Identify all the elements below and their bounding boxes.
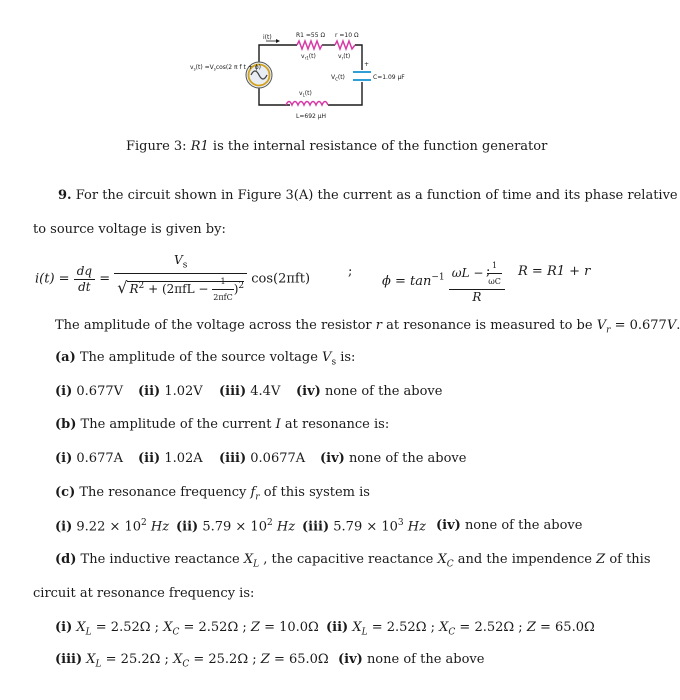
vl-label: $v_L(t)$: [299, 90, 312, 98]
part-d-option-i[interactable]: (i) $X_L = 2.52\Omega$ ; $X_C = 2.52\Omega$ ; Z = 10.0Ω: [55, 620, 319, 638]
part-c-option-i[interactable]: (i) $9.22 \times 10^2$ Hz: [55, 518, 170, 535]
question-intro-cont: to source voltage is given by:: [33, 222, 226, 237]
part-b-option-i[interactable]: (i) 0.677A: [55, 451, 123, 466]
part-d-option-ii[interactable]: (ii) $X_L = 2.52\Omega$ ; $X_C = 2.52\Omega$ ; Z = 65.0Ω: [326, 620, 595, 638]
part-c-option-ii[interactable]: (ii) $5.79 \times 10^2$ Hz: [176, 518, 296, 535]
part-d-option-iv[interactable]: (iv) none of the above: [338, 652, 485, 667]
figure-caption: Figure 3: R1 is the internal resistance of the function generator: [126, 139, 548, 154]
capacitance-label: C=1.09 μF: [373, 74, 405, 81]
inductor: [286, 102, 328, 106]
vr-label: $v_r(t)$: [338, 53, 351, 61]
part-a-option-i[interactable]: (i) 0.677V: [55, 384, 123, 399]
vc-label: $V_c(t)$: [331, 74, 345, 83]
part-a-option-iii[interactable]: (iii) 4.4V: [219, 384, 281, 399]
r1-label: R1 =55 Ω: [296, 32, 326, 39]
part-b-question: (b) The amplitude of the current I at resonance is:: [55, 417, 390, 432]
r1-resistor: [297, 41, 322, 49]
question-number: 9.: [58, 188, 72, 203]
part-a-option-ii[interactable]: (ii) 1.02V: [138, 384, 203, 399]
part-b-option-ii[interactable]: (ii) 1.02A: [138, 451, 203, 466]
phase-equation: $\phi = \tan^{-1}$ ωL − $\frac{1}{\omega C}$ R: [382, 258, 505, 305]
part-c-option-iii[interactable]: (iii) $5.79 \times 10^3$ Hz: [302, 518, 426, 535]
measurement-statement: The amplitude of the voltage across the resistor r at resonance is measured to be $V_r = 0.677V$.: [55, 318, 680, 336]
r-resistor: [335, 41, 355, 49]
semicolon-2: ;: [486, 264, 491, 279]
part-b-option-iii[interactable]: (iii) 0.0677A: [219, 451, 306, 466]
current-label: i(t): [263, 34, 272, 41]
sqrt-icon: √: [117, 278, 128, 298]
part-a-option-iv[interactable]: (iv) none of the above: [296, 384, 443, 399]
part-d-question: (d) The inductive reactance $X_L$ , the capacitive reactance $X_C$ and the impendence Z of this: [55, 552, 651, 570]
vr1-label: $v_{r1}(t)$: [301, 53, 316, 61]
part-c-option-iv[interactable]: (iv) none of the above: [436, 518, 583, 533]
semicolon-1: ;: [348, 264, 353, 279]
circuit-diagram: [0, 0, 635, 125]
part-b-option-iv[interactable]: (iv) none of the above: [320, 451, 467, 466]
r-label: r =10 Ω: [335, 32, 359, 39]
question-intro: 9. For the circuit shown in Figure 3(A) the current as a function of time and its phase relative: [58, 188, 678, 203]
part-a-question: (a) The amplitude of the source voltage $V_s$ is:: [55, 350, 356, 368]
source-label: $v_s(t) =V_s\cos(2$ π f t + ϕ): [190, 64, 262, 72]
part-d-option-iii[interactable]: (iii) $X_L = 25.2\Omega$ ; $X_C = 25.2\Omega$ ; Z = 65.0Ω: [55, 652, 329, 670]
resistance-equation: R = R1 + r: [518, 264, 591, 279]
capacitor-plus-sign: +: [364, 61, 370, 68]
part-c-question: (c) The resonance frequency $f_r$ of this system is: [55, 485, 370, 503]
current-equation: i(t) = $\frac{dq}{dt}$ = $V_s$ √ $R^2 + (2\pi fL$ − 1 2πfC )$^2$ cos(2πft): [35, 253, 311, 303]
capacitor: [353, 72, 371, 80]
part-d-question-cont: circuit at resonance frequency is:: [33, 586, 255, 601]
inductance-label: L=692 μH: [296, 113, 327, 120]
